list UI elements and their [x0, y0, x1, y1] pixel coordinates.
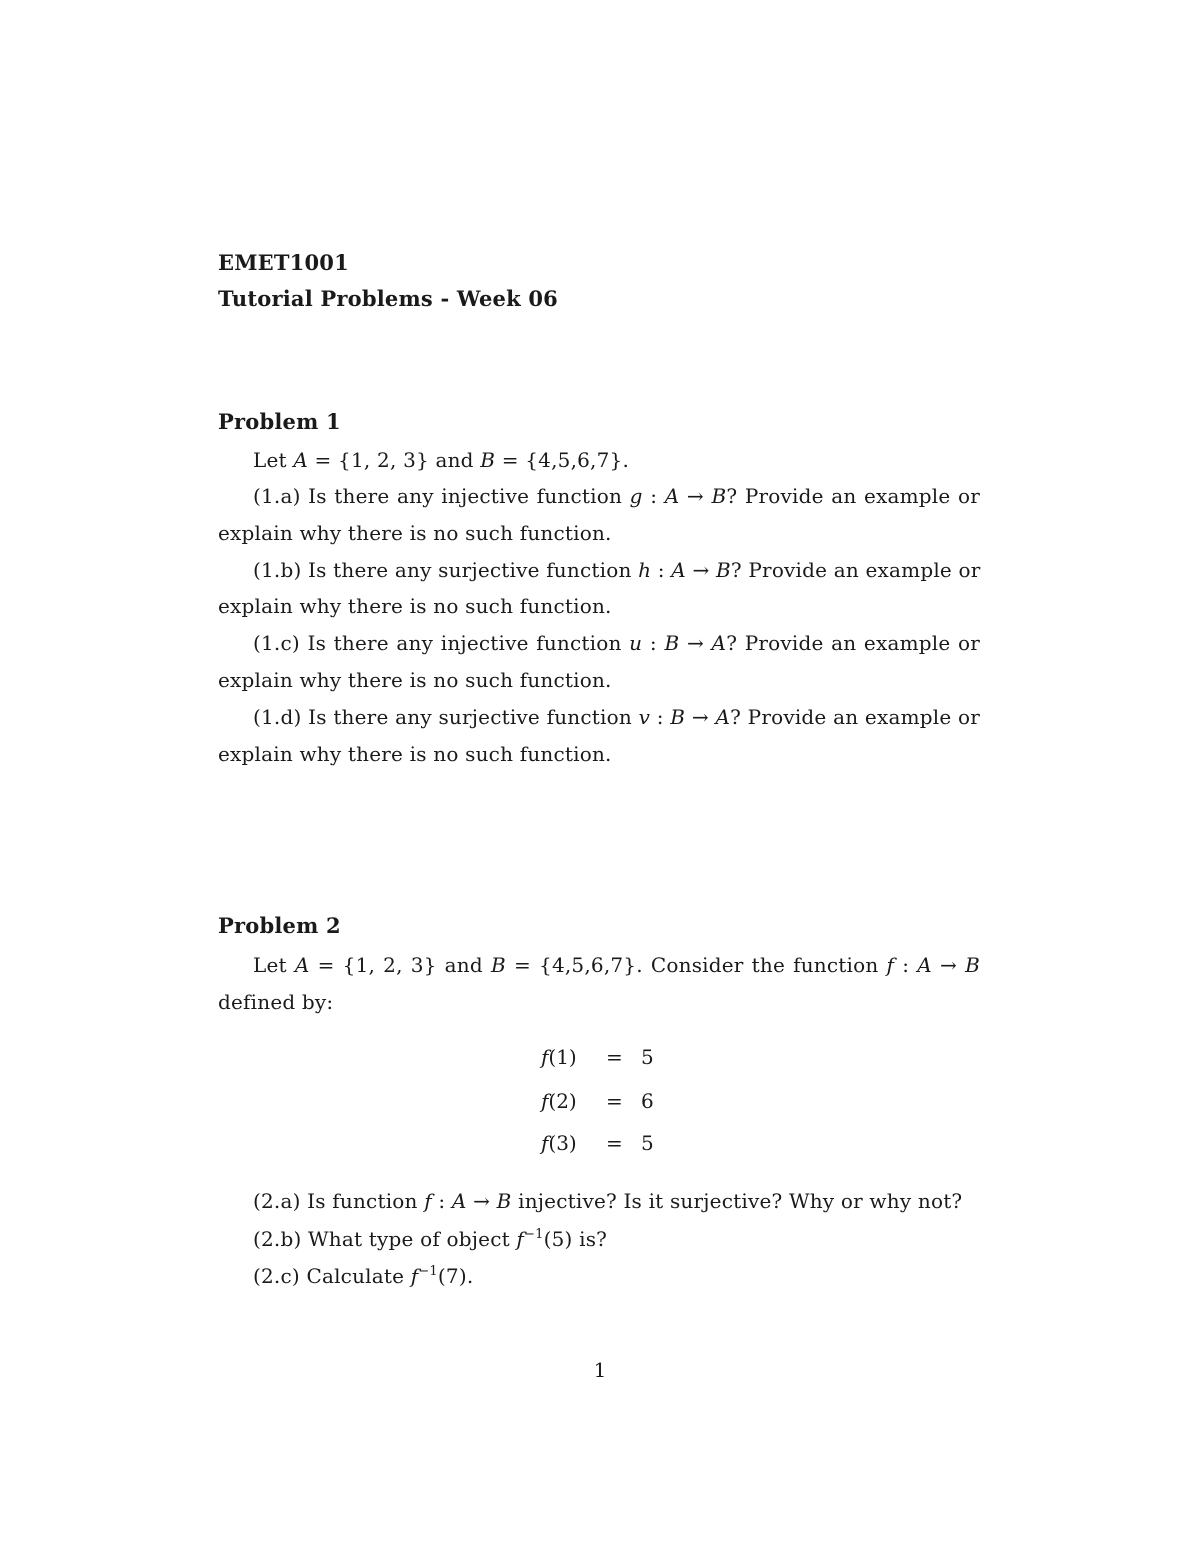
page-number: 1 [593, 1358, 607, 1382]
question-2c: (2.c) Calculate $f^{-1}(7)$. [253, 1264, 474, 1288]
question-1b-continued: explain why there is no such function. [218, 594, 612, 618]
question-2a: (2.a) Is function f : A → B injective? Is it surjective? Why or why not? [253, 1189, 963, 1213]
problem-1-intro: Let A = {1, 2, 3} and B = {4,5,6,7}. [253, 448, 630, 472]
equation-1-lhs: f(1) [541, 1045, 577, 1069]
equation-2-lhs: f(2) [541, 1089, 577, 1113]
question-1d: (1.d) Is there any surjective function v : B → A? Provide an example or [253, 705, 981, 729]
equation-3-rhs: 5 [641, 1131, 654, 1155]
page-title: Tutorial Problems - Week 06 [218, 286, 558, 311]
equation-1-op: = [606, 1045, 623, 1069]
question-1c-continued: explain why there is no such function. [218, 668, 612, 692]
equation-1-rhs: 5 [641, 1045, 654, 1069]
question-1b: (1.b) Is there any surjective function h : A → B? Provide an example or [253, 558, 981, 582]
equation-2-op: = [606, 1089, 623, 1113]
problem-2-intro-continued: defined by: [218, 990, 334, 1014]
problem-2-heading: Problem 2 [218, 913, 341, 938]
equation-2-rhs: 6 [641, 1089, 654, 1113]
question-1c: (1.c) Is there any injective function u : B → A? Provide an example or [253, 631, 980, 655]
equation-3-lhs: f(3) [541, 1131, 577, 1155]
problem-2-intro: Let A = {1, 2, 3} and B = {4,5,6,7}. Consider the function f : A → B [253, 953, 980, 977]
question-2b: (2.b) What type of object $f^{-1}(5)$ is? [253, 1227, 608, 1251]
question-1a: (1.a) Is there any injective function g : A → B? Provide an example or [253, 484, 980, 508]
question-1d-continued: explain why there is no such function. [218, 742, 612, 766]
problem-1-heading: Problem 1 [218, 409, 341, 434]
equation-3-op: = [606, 1131, 623, 1155]
question-1a-continued: explain why there is no such function. [218, 521, 612, 545]
course-code: EMET1001 [218, 250, 349, 275]
